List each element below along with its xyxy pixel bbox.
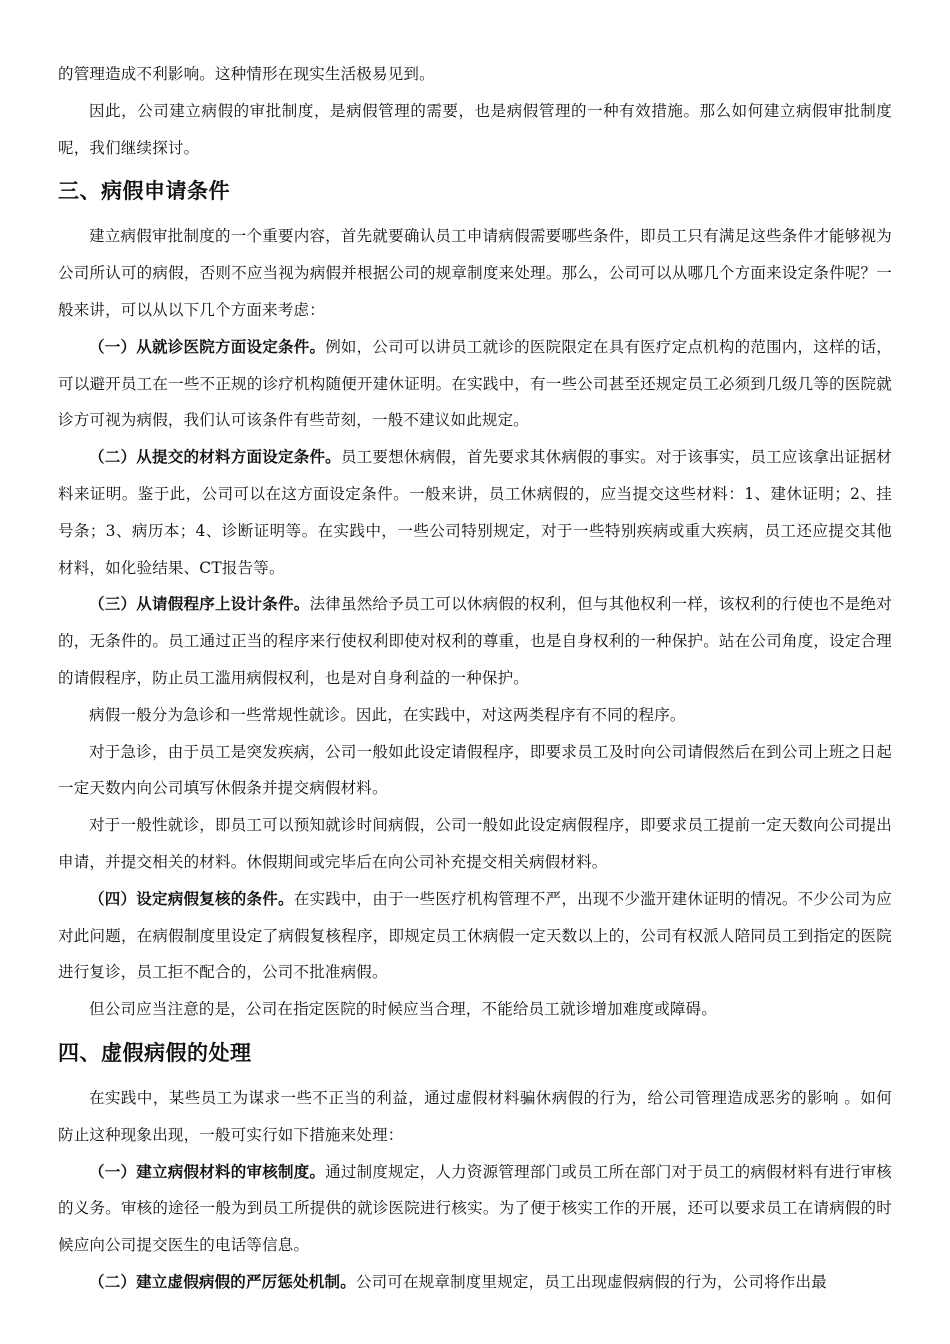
measure-text: 公司可在规章制度里规定，员工出现虚假病假的行为，公司将作出最 xyxy=(355,1272,827,1291)
condition-text: 例如，公司可以讲员工就诊的医院限定在具有医疗定点机构的范围内，这样的话，可以避开员工在一些不正规的诊疗机构随便开建休证明。在实践中，有一些公司甚至还规定员工必须到几级几等的医院就诊方可视为病假，我们认可该条件有些苛刻，一般不建议如此规定。 xyxy=(58,337,892,430)
measure-lead: （二）建立虚假病假的严厉惩处机制。 xyxy=(89,1272,356,1291)
paragraph: 对于急诊，由于员工是突发疾病，公司一般如此设定请假程序，即要求员工及时向公司请假然后在到公司上班之日起一定天数内向公司填写休假条并提交病假材料。 xyxy=(58,742,892,798)
measure-text: 通过制度规定，人力资源管理部门或员工所在部门对于员工的病假材料有进行审核的义务。审核的途径一般为到员工所提供的就诊医院进行核实。为了便于核实工作的开展，还可以要求员工在请病假的时候应向公司提交医生的电话等信息。 xyxy=(58,1162,892,1255)
condition-lead: （一）从就诊医院方面设定条件。 xyxy=(89,337,326,356)
paragraph: 对于一般性就诊，即员工可以预知就诊时间病假，公司一般如此设定病假程序，即要求员工提前一定天数向公司提出申请，并提交相关的材料。休假期间或完毕后在向公司补充提交相关病假材料。 xyxy=(58,816,892,871)
paragraph: 病假一般分为急诊和一些常规性就诊。因此，在实践中，对这两类程序有不同的程序。 xyxy=(89,705,686,724)
condition-text: 在实践中，由于一些医疗机构管理不严，出现不少滥开建休证明的情况。不少公司为应对此问题，在病假制度里设定了病假复核程序，即规定员工休病假一定天数以上的，公司有权派人陪同员工到指定的医院进行复诊，员工拒不配合的，公司不批准病假。 xyxy=(58,889,892,982)
paragraph: 因此，公司建立病假的审批制度，是病假管理的需要，也是病假管理的一种有效措施。那么如何建立病假审批制度呢，我们继续探讨。 xyxy=(58,101,892,157)
paragraph: 但公司应当注意的是，公司在指定医院的时候应当合理，不能给员工就诊增加难度或障碍。 xyxy=(89,1000,718,1019)
section-heading: 四、虚假病假的处理 xyxy=(58,1040,252,1065)
measure-lead: （一）建立病假材料的审核制度。 xyxy=(89,1162,326,1181)
paragraph: 在实践中，某些员工为谋求一些不正当的利益，通过虚假材料骗休病假的行为，给公司管理造成恶劣的影响 。如何防止这种现象出现，一般可实行如下措施来处理： xyxy=(58,1088,892,1144)
condition-text: 法律虽然给予员工可以休病假的权利，但与其他权利一样，该权利的行使也不是绝对的，无条件的。员工通过正当的程序来行使权利即使对权利的尊重，也是自身权利的一种保护。站在公司角度，设定合理的请假程序，防止员工滥用病假权利，也是对自身利益的一种保护。 xyxy=(58,595,892,687)
condition-paragraph xyxy=(58,329,892,439)
condition-lead: （三）从请假程序上设计条件。 xyxy=(89,595,310,614)
condition-text: 员工要想休病假，首先要求其休病假的事实。对于该事实，员工应该拿出证据材料来证明。鉴于此，公司可以在这方面设定条件。一般来讲，员工休病假的，应当提交这些材料：1、建休证明；2、挂号条；3、病历本；4、诊断证明等。在实践中，一些公司特别规定，对于一些特别疾病或重大疾病，员工还应提交其他材料，如化验结果、CT报告等。 xyxy=(58,448,892,577)
measure-paragraph xyxy=(58,1154,892,1264)
condition-paragraph xyxy=(58,586,892,696)
condition-lead: （四）设定病假复核的条件。 xyxy=(89,889,294,908)
document-page xyxy=(58,56,892,1301)
paragraph: 建立病假审批制度的一个重要内容，首先就要确认员工申请病假需要哪些条件，即员工只有满足这些条件才能够视为公司所认可的病假，否则不应当视为病假并根据公司的规章制度来处理。那么，公司可以从哪几个方面来设定条件呢？一般来讲，可以从以下几个方面来考虑： xyxy=(58,227,892,319)
condition-paragraph xyxy=(58,439,892,586)
condition-lead: （二）从提交的材料方面设定条件。 xyxy=(89,448,341,467)
condition-paragraph xyxy=(58,881,892,991)
section-heading: 三、病假申请条件 xyxy=(58,179,230,204)
measure-paragraph xyxy=(58,1264,892,1301)
paragraph: 的管理造成不利影响。这种情形在现实生活极易见到。 xyxy=(58,65,435,83)
